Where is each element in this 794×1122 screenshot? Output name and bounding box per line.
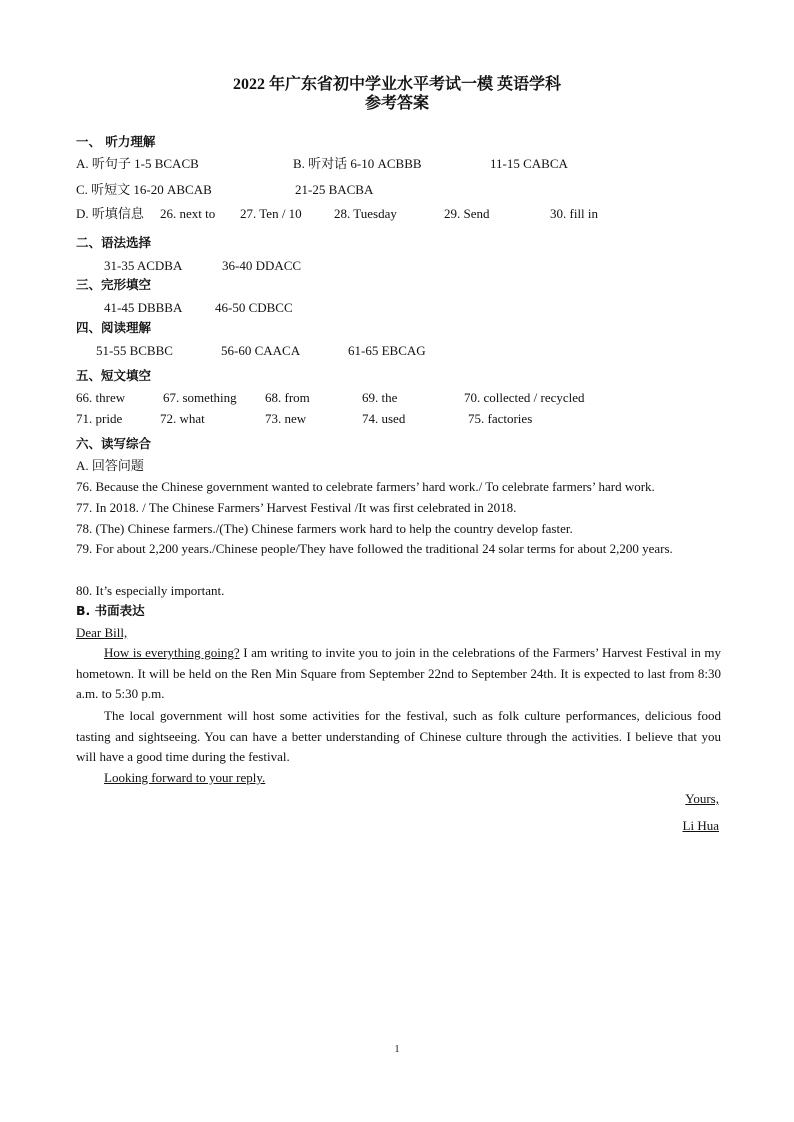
answer-30: 30. fill in <box>550 206 599 221</box>
answer-68: 68. from <box>265 390 310 405</box>
letter-paragraph-1-text: I am writing to invite you to join in the celebrations of the Farmers’ Harvest Festival in my hometown. It will be held on the Ren Min Square from September 22nd to September 24th. It is expected to last from 8:30 a.m. to 5:30 p.m. <box>76 645 722 702</box>
section-heading-reading: 四、阅读理解 <box>76 320 152 335</box>
answer-41-45: 41-45 DBBBA <box>104 300 183 315</box>
answer-29: 29. Send <box>444 206 490 221</box>
letter-signature: Li Hua <box>682 818 719 833</box>
part-b-label: B. 书面表达 <box>76 603 145 618</box>
answer-73: 73. new <box>265 411 307 426</box>
letter-closing-line: Looking forward to your reply. <box>104 770 266 785</box>
answer-28: 28. Tuesday <box>334 206 397 221</box>
answer-listening-b2: 11-15 CABCA <box>490 156 568 171</box>
answer-76: 76. Because the Chinese government wanted to celebrate farmers’ hard work./ To celebrate farmers’ hard work. <box>76 479 655 494</box>
answer-80: 80. It’s especially important. <box>76 583 225 598</box>
letter-paragraph-1 <box>76 643 721 705</box>
answer-listening-c1: C. 听短文 16-20 ABCAB <box>76 182 212 197</box>
answer-46-50: 46-50 CDBCC <box>215 300 293 315</box>
answer-72: 72. what <box>160 411 205 426</box>
answer-listening-d-label: D. 听填信息 <box>76 206 144 221</box>
answer-listening-c2: 21-25 BACBA <box>295 182 374 197</box>
section-heading-grammar: 二、语法选择 <box>76 235 152 250</box>
answer-51-55: 51-55 BCBBC <box>96 343 173 358</box>
section-heading-integrated: 六、读写综合 <box>76 436 152 451</box>
answer-56-60: 56-60 CAACA <box>221 343 301 358</box>
answer-listening-b1: B. 听对话 6-10 ACBBB <box>293 156 422 171</box>
answer-61-65: 61-65 EBCAG <box>348 343 426 358</box>
answer-69: 69. the <box>362 390 398 405</box>
answer-70: 70. collected / recycled <box>464 390 585 405</box>
section-heading-gap-fill: 五、短文填空 <box>76 368 152 383</box>
section-heading-listening: 一、 听力理解 <box>76 134 156 149</box>
answer-26: 26. next to <box>160 206 216 221</box>
document-subtitle: 参考答案 <box>364 95 429 112</box>
part-a-label: A. 回答问题 <box>76 458 144 473</box>
answer-78: 78. (The) Chinese farmers./(The) Chinese farmers work hard to help the country develop faster. <box>76 521 573 536</box>
answer-27: 27. Ten / 10 <box>240 206 302 221</box>
answer-31-35: 31-35 ACDBA <box>104 258 183 273</box>
letter-signoff: Yours, <box>685 791 719 806</box>
answer-66: 66. threw <box>76 390 126 405</box>
section-heading-cloze: 三、完形填空 <box>76 277 152 292</box>
page-number: 1 <box>394 1044 400 1055</box>
letter-greeting: Dear Bill, <box>76 625 128 640</box>
letter-paragraph-2: The local government will host some activities for the festival, such as folk culture performances, delicious food tasting and sightseeing. You can have a better understanding of Chinese culture through the activities. I believe that you will have a good time during the festival. <box>76 708 721 765</box>
answer-71: 71. pride <box>76 411 123 426</box>
answer-77: 77. In 2018. / The Chinese Farmers’ Harvest Festival /It was first celebrated in 2018. <box>76 500 517 515</box>
answer-listening-a: A. 听句子 1-5 BCACB <box>76 156 199 171</box>
answer-79: 79. For about 2,200 years./Chinese people/They have followed the traditional 24 solar terms for about 2,200 years. <box>76 541 673 556</box>
answer-36-40: 36-40 DDACC <box>222 258 302 273</box>
answer-67: 67. something <box>163 390 237 405</box>
answer-75: 75. factories <box>468 411 533 426</box>
letter-opening-sentence: How is everything going? <box>104 645 240 660</box>
answer-74: 74. used <box>362 411 406 426</box>
document-title: 2022 年广东省初中学业水平考试一模 英语学科 <box>232 76 561 93</box>
